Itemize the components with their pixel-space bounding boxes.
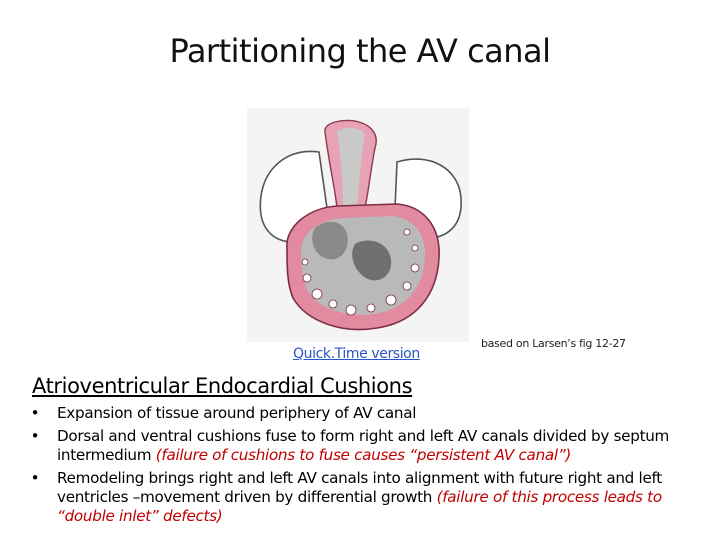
bullet-list — [28, 404, 692, 530]
quicktime-version-link[interactable]: Quick.Time version — [293, 346, 420, 362]
bullet-text: Expansion of tissue around periphery of AV canal — [57, 404, 417, 422]
bullet-item — [28, 469, 692, 526]
bullet-note: (failure of this process leads to “double inlet” defects) — [57, 488, 662, 525]
bullet-note: (failure of cushions to fuse causes “persistent AV canal”) — [155, 446, 572, 464]
bullet-dot: • — [30, 404, 40, 422]
bullet-item — [28, 427, 692, 465]
heart-illustration[interactable] — [247, 108, 469, 342]
slide-title: Partitioning the AV canal — [169, 32, 551, 70]
bullet-text: Dorsal and ventral cushions fuse to form right and left AV canals divided by septum intermedium — [57, 427, 670, 464]
bullet-dot: • — [30, 427, 40, 445]
bullet-item — [28, 404, 692, 423]
bullet-dot: • — [30, 469, 40, 487]
section-heading: Atrioventricular Endocardial Cushions — [32, 374, 413, 398]
bullet-text: Remodeling brings right and left AV canals into alignment with future right and left ventricles –movement driven by differential growth — [57, 469, 662, 506]
figure-caption: based on Larsen’s fig 12-27 — [481, 337, 626, 350]
